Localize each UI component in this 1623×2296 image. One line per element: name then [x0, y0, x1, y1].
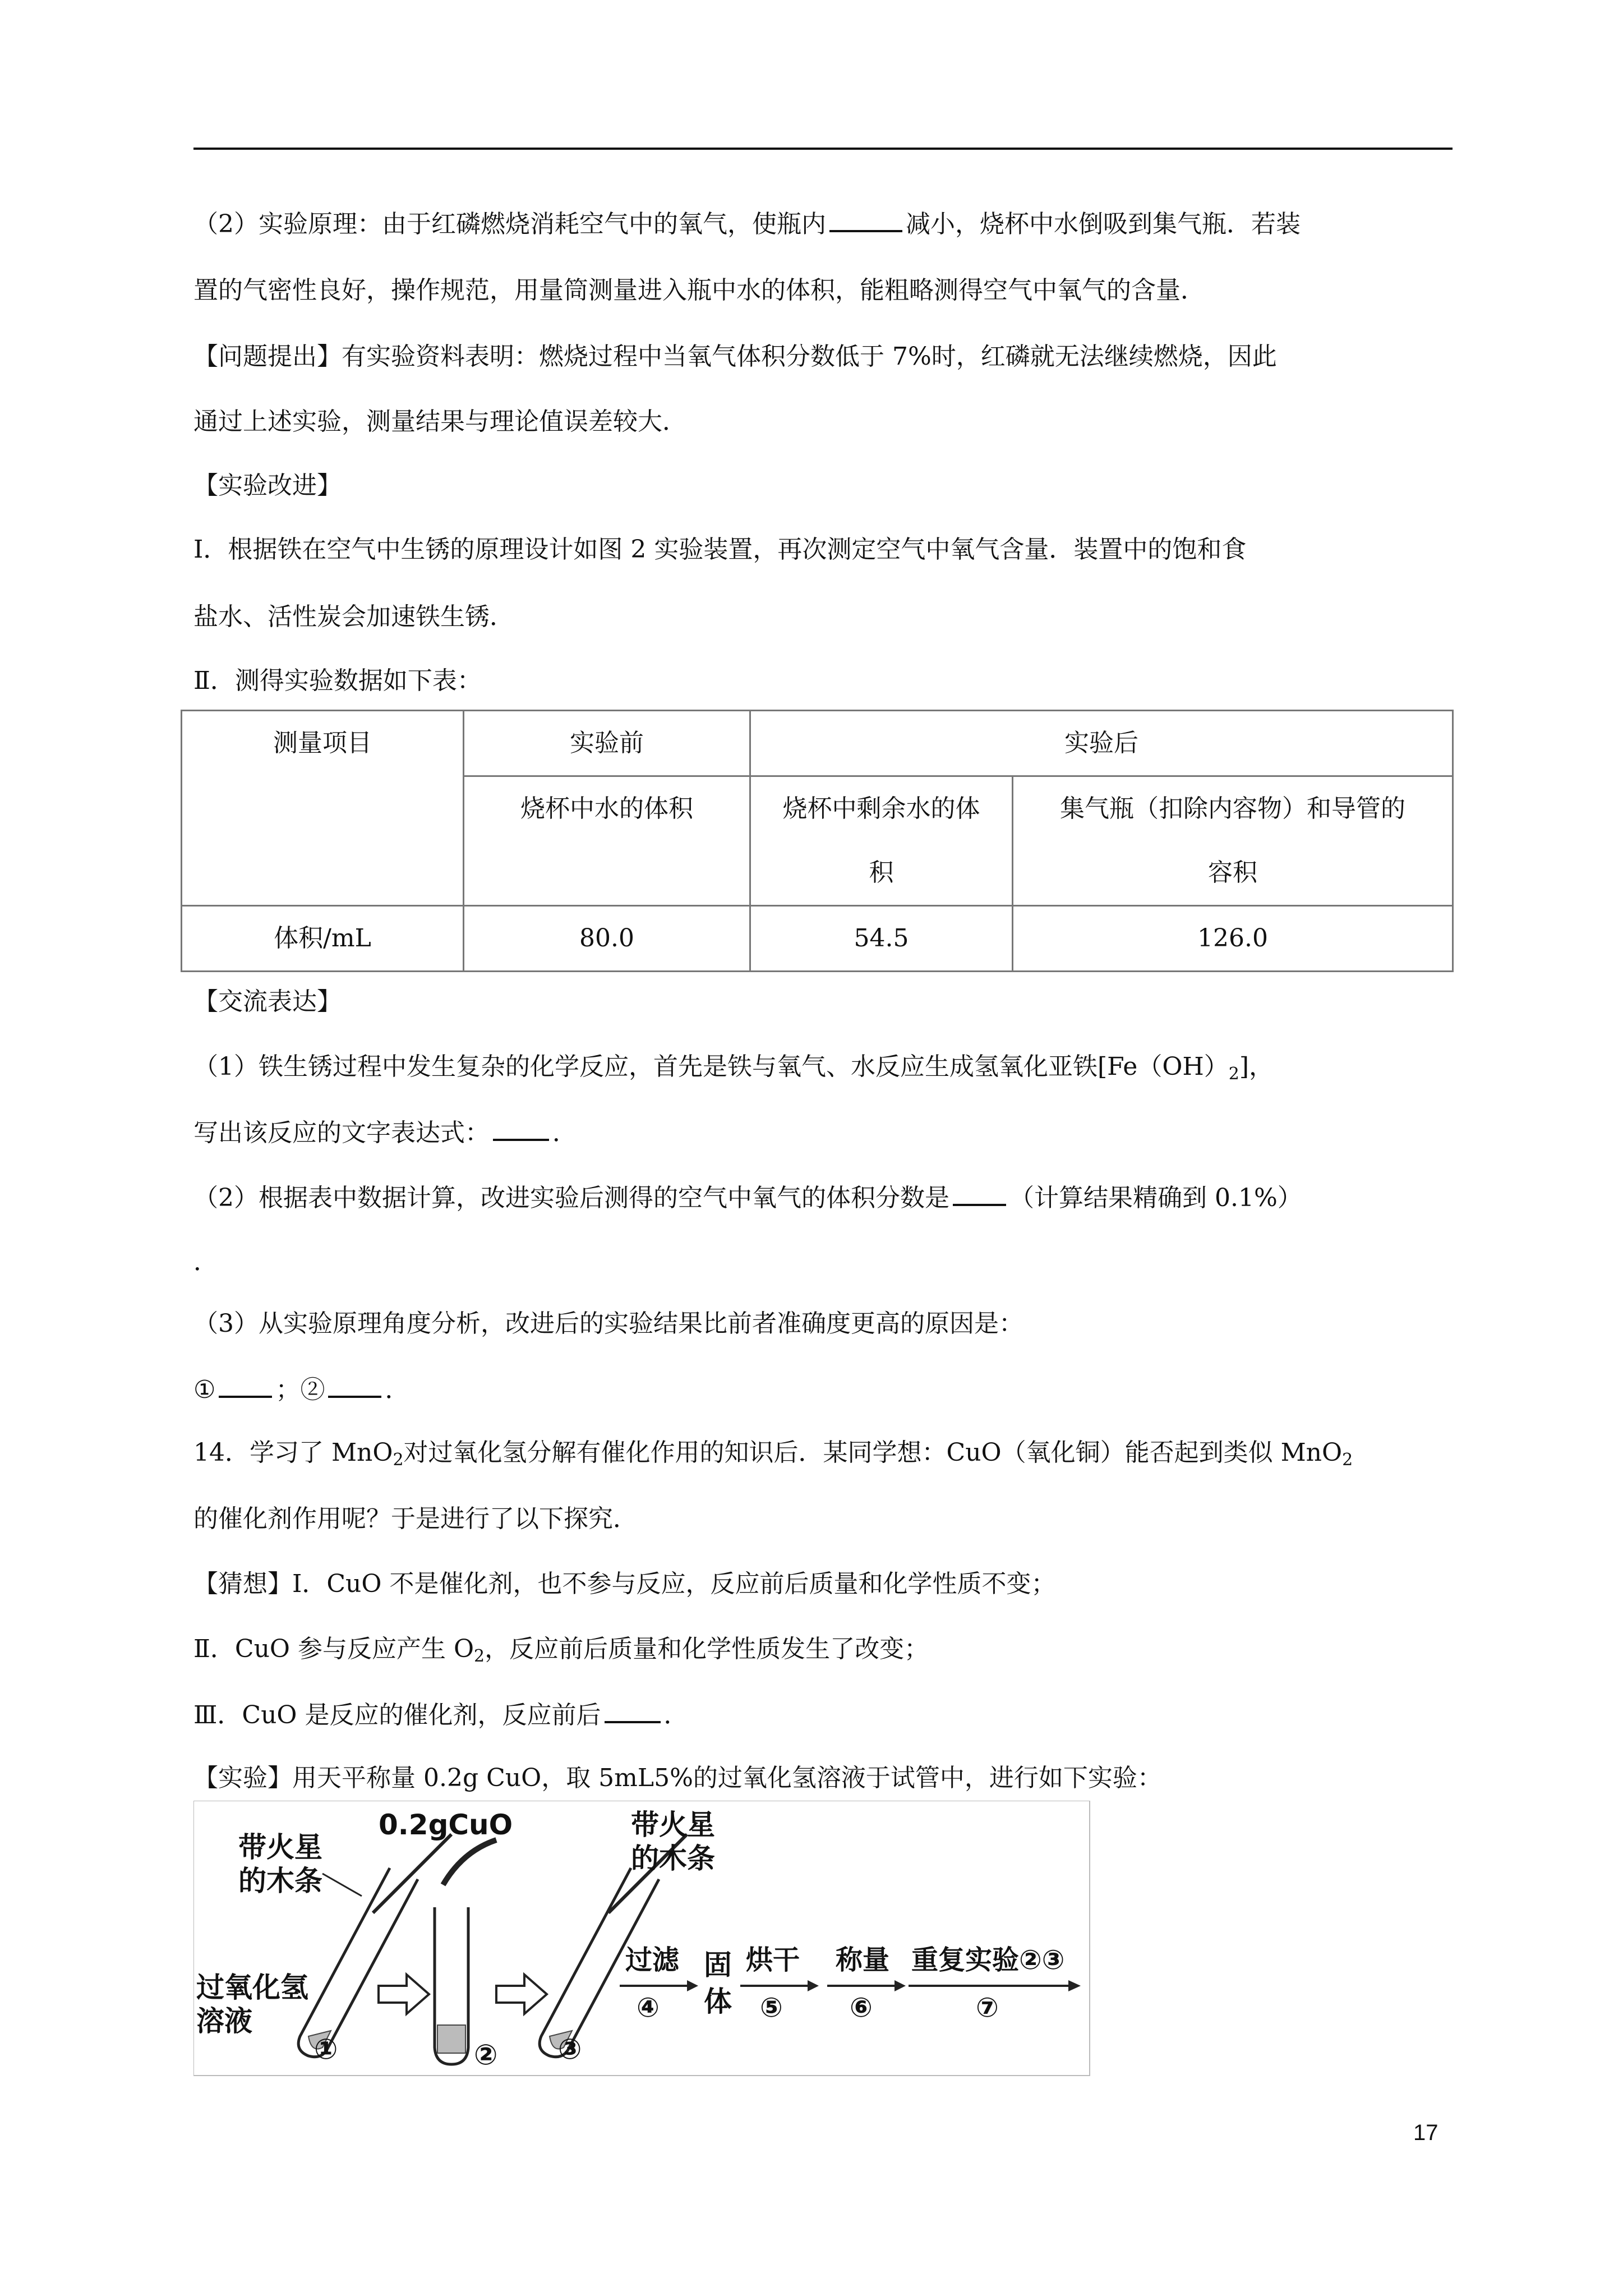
cell-after-2: 126.0 [1013, 906, 1453, 972]
line-problem-cont: 通过上述实验，测量结果与理论值误差较大． [193, 407, 687, 436]
label-weigh: 称量 [836, 1944, 890, 1976]
line-q1-cont: 写出该反应的文字表达式： ． [193, 1115, 1453, 1150]
answer-blank[interactable] [328, 1372, 381, 1398]
section-discussion: 【交流表达】 [193, 987, 342, 1016]
label-solid-b: 体 [704, 1985, 732, 2018]
label-h2o2-a: 过氧化氢 [196, 1971, 308, 2004]
label-step-2: ② [474, 2039, 498, 2071]
label-step-5: ⑤ [760, 1992, 783, 2023]
answer-blank[interactable] [219, 1372, 272, 1398]
label-splint-2a: 带火星 [631, 1809, 715, 1841]
header-rule [193, 148, 1453, 150]
label-splint-1b: 的木条 [238, 1865, 322, 1897]
label-repeat: 重复实验②③ [911, 1944, 1065, 1976]
header-before: 实验前 [464, 711, 750, 776]
line-improve-2: Ⅱ．测得实验数据如下表： [193, 666, 482, 695]
line-experiment: 【实验】用天平称量 0.2g CuO，取 5mL5%的过氧化氢溶液于试管中，进行如下实验： [193, 1764, 1162, 1792]
answer-blank[interactable] [953, 1180, 1006, 1206]
arrowhead-weigh [895, 1980, 906, 1991]
line-problem: 【问题提出】有实验资料表明：燃烧过程中当氧气体积分数低于 7%时，红磷就无法继续燃烧，因此 [193, 342, 1277, 371]
line-q3-answers: ① ；② ． [193, 1372, 1453, 1407]
answer-blank[interactable] [493, 1115, 549, 1141]
header-item: 测量项目 [182, 711, 464, 906]
label-solid-a: 固 [704, 1949, 732, 1981]
line-hypothesis-3: Ⅲ．CuO 是反应的催化剂，反应前后 ． [193, 1697, 1453, 1732]
line-q3: （3）从实验原理角度分析，改进后的实验结果比前者准确度更高的原因是： [193, 1309, 1023, 1338]
line-q1: （1）铁生锈过程中发生复杂的化学反应，首先是铁与氧气、水反应生成氢氧化亚铁$[Fe(OH)_2]$， [193, 1052, 1274, 1084]
line-hypothesis-2: Ⅱ．CuO 参与反应产生 $O_2$，反应前后质量和化学性质发生了改变； [193, 1635, 929, 1666]
label-step-6: ⑥ [850, 1992, 873, 2023]
label-splint-1a: 带火星 [238, 1831, 322, 1864]
test-tube-2 [435, 1907, 468, 2064]
answer-blank[interactable] [605, 1697, 661, 1723]
label-splint-2b: 的木条 [631, 1842, 715, 1875]
header-after: 实验后 [750, 711, 1453, 776]
line-q2-cont: ． [193, 1248, 218, 1276]
line-principle: （2）实验原理：由于红磷燃烧消耗空气中的氧气，使瓶内 减小，烧杯中水倒吸到集气瓶．若装 [193, 206, 1453, 241]
label-h2o2-b: 溶液 [196, 2005, 252, 2037]
line-problem-14-cont: 的催化剂作用呢？于是进行了以下探究． [193, 1504, 638, 1533]
arrow-1 [379, 1975, 429, 2014]
label-step-1: ① [314, 2033, 338, 2065]
line-problem-14: 14．学习了 MnO$_2$对过氧化氢分解有催化作用的知识后．某同学想：CuO（氧化铜）能否起到类似 MnO$_2$ [193, 1438, 1353, 1470]
spatula [443, 1840, 496, 1885]
sub-header-after-2: 集气瓶（扣除内容物）和导管的 容积 [1013, 776, 1453, 906]
line-principle-cont: 置的气密性良好，操作规范，用量筒测量进入瓶中水的体积，能粗略测得空气中氧气的含量． [193, 276, 1205, 305]
line-hypothesis-1: 【猜想】Ⅰ．CuO 不是催化剂，也不参与反应，反应前后质量和化学性质不变； [193, 1570, 1056, 1598]
line-q2: （2）根据表中数据计算，改进实验后测得的空气中氧气的体积分数是 （计算结果精确到 0.1%） [193, 1180, 1453, 1215]
line-improve-1-cont: 盐水、活性炭会加速铁生锈． [193, 602, 514, 631]
row-label: 体积/mL [182, 906, 464, 972]
page-number: 17 [1413, 2120, 1438, 2145]
sub-header-after-1: 烧杯中剩余水的体 积 [750, 776, 1013, 906]
cell-before: 80.0 [464, 906, 750, 972]
label-step-7: ⑦ [976, 1992, 999, 2023]
arrowhead-filter [687, 1980, 698, 1991]
data-table [181, 710, 1454, 972]
arrowhead-repeat [1068, 1980, 1081, 1991]
label-dry: 烘干 [746, 1944, 800, 1976]
section-improvement: 【实验改进】 [193, 471, 342, 500]
line-improve-1: Ⅰ．根据铁在空气中生锈的原理设计如图 2 实验装置，再次测定空气中氧气含量．装置中的饱和食 [193, 535, 1247, 564]
label-filter: 过滤 [625, 1944, 680, 1976]
label-step-3: ③ [558, 2033, 582, 2065]
pointer-line [322, 1874, 362, 1896]
experiment-diagram [193, 1801, 1091, 2081]
cell-after-1: 54.5 [750, 906, 1013, 972]
label-step-4: ④ [637, 1992, 660, 2023]
sub-header-before: 烧杯中水的体积 [464, 776, 750, 906]
arrowhead-dry [808, 1980, 819, 1991]
arrow-2 [496, 1975, 547, 2014]
splint-1 [373, 1834, 451, 1913]
label-cuo: 0.2gCuO [379, 1809, 513, 1841]
answer-blank[interactable] [829, 206, 902, 232]
